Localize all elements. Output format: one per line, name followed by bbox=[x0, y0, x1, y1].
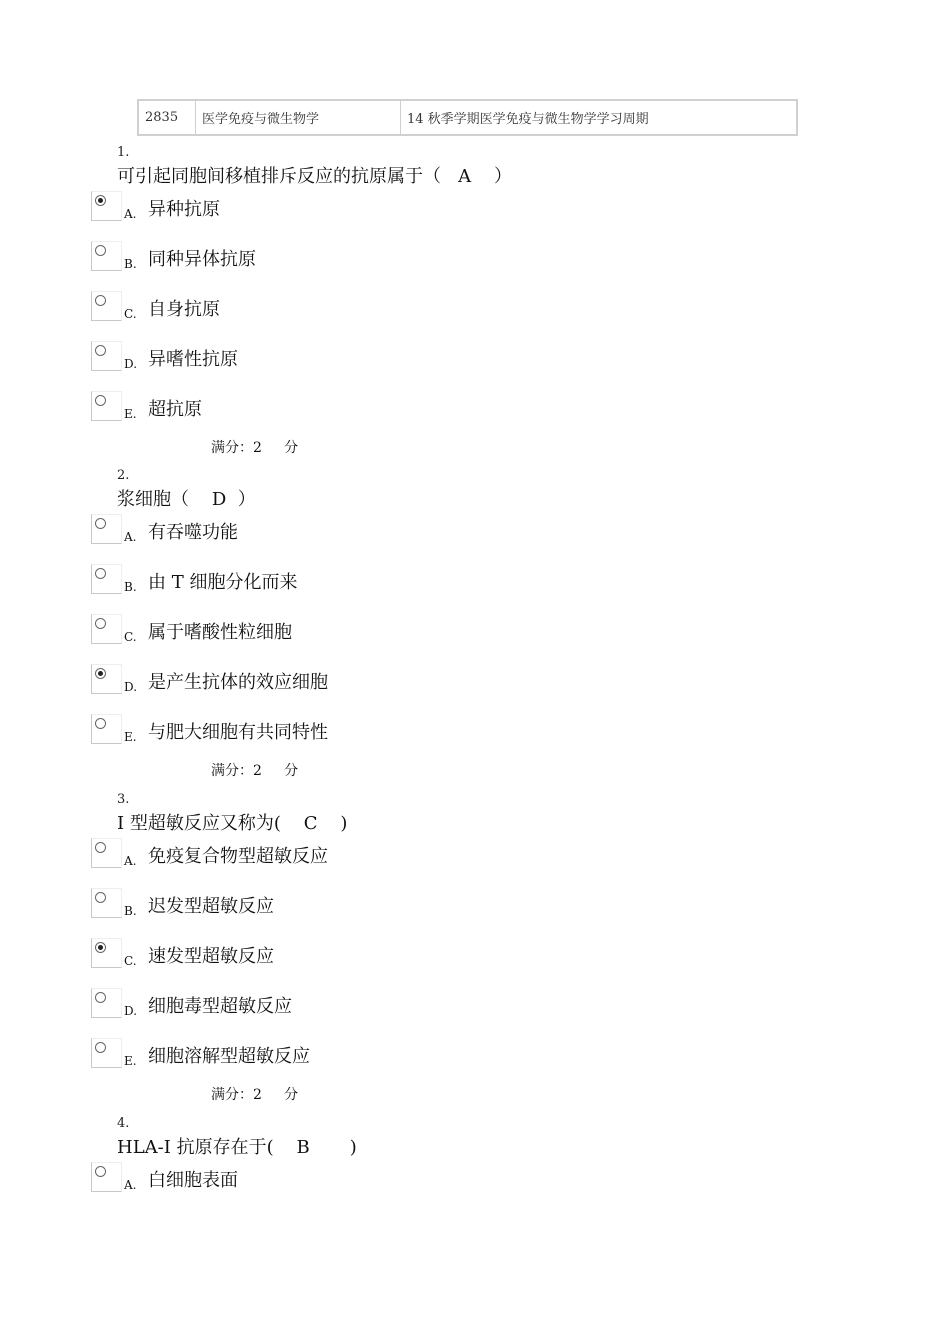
score-label: 满分：2 分 bbox=[211, 440, 299, 456]
radio-frame bbox=[91, 241, 122, 271]
question-text: 可引起同胞间移植排斥反应的抗原属于（ A ） bbox=[117, 166, 513, 187]
radio-unchecked-icon[interactable] bbox=[95, 245, 106, 256]
option-text: 速发型超敏反应 bbox=[148, 946, 274, 967]
option-text: 自身抗原 bbox=[148, 299, 220, 320]
answer-option[interactable] bbox=[91, 564, 691, 598]
answer-option[interactable] bbox=[91, 514, 691, 548]
radio-unchecked-icon[interactable] bbox=[95, 295, 106, 306]
option-letter: D. bbox=[124, 1004, 138, 1018]
radio-unchecked-icon[interactable] bbox=[95, 345, 106, 356]
answer-option[interactable] bbox=[91, 191, 691, 225]
radio-unchecked-icon[interactable] bbox=[95, 892, 106, 903]
option-letter: E. bbox=[124, 730, 137, 744]
radio-frame bbox=[91, 664, 122, 694]
radio-frame bbox=[91, 988, 122, 1018]
answer-option[interactable] bbox=[91, 241, 691, 275]
option-letter: B. bbox=[124, 904, 137, 918]
option-letter: A. bbox=[124, 530, 137, 544]
option-letter: D. bbox=[124, 680, 138, 694]
answer-option[interactable] bbox=[91, 391, 691, 425]
option-letter: B. bbox=[124, 580, 137, 594]
option-letter: B. bbox=[124, 257, 137, 271]
option-text: 超抗原 bbox=[148, 399, 202, 420]
answer-option[interactable] bbox=[91, 1038, 691, 1072]
option-letter: A. bbox=[124, 1178, 137, 1192]
option-text: 与肥大细胞有共同特性 bbox=[148, 722, 328, 743]
option-text: 是产生抗体的效应细胞 bbox=[148, 672, 328, 693]
score-label: 满分：2 分 bbox=[211, 1087, 299, 1103]
radio-frame bbox=[91, 888, 122, 918]
answer-option[interactable] bbox=[91, 888, 691, 922]
radio-checked-icon[interactable] bbox=[95, 942, 106, 953]
option-text: 异嗜性抗原 bbox=[148, 349, 238, 370]
question-number: 3. bbox=[117, 792, 130, 807]
option-text: 细胞溶解型超敏反应 bbox=[148, 1046, 310, 1067]
answer-option[interactable] bbox=[91, 938, 691, 972]
radio-frame bbox=[91, 514, 122, 544]
answer-option[interactable] bbox=[91, 614, 691, 648]
option-text: 迟发型超敏反应 bbox=[148, 896, 274, 917]
radio-unchecked-icon[interactable] bbox=[95, 618, 106, 629]
course-header-table bbox=[137, 99, 798, 136]
option-letter: D. bbox=[124, 357, 138, 371]
radio-unchecked-icon[interactable] bbox=[95, 718, 106, 729]
radio-frame bbox=[91, 714, 122, 744]
question-text: HLA-I 抗原存在于( B ) bbox=[117, 1137, 357, 1158]
radio-frame bbox=[91, 1162, 122, 1192]
answer-option[interactable] bbox=[91, 291, 691, 325]
option-text: 免疫复合物型超敏反应 bbox=[148, 846, 328, 867]
radio-frame bbox=[91, 838, 122, 868]
course-term: 14 秋季学期医学免疫与微生物学学习周期 bbox=[407, 112, 649, 127]
option-text: 属于嗜酸性粒细胞 bbox=[148, 622, 292, 643]
option-text: 异种抗原 bbox=[148, 199, 220, 220]
radio-frame bbox=[91, 564, 122, 594]
radio-frame bbox=[91, 391, 122, 421]
answer-option[interactable] bbox=[91, 988, 691, 1022]
option-letter: E. bbox=[124, 407, 137, 421]
radio-frame bbox=[91, 341, 122, 371]
course-code: 2835 bbox=[139, 101, 196, 134]
option-letter: C. bbox=[124, 307, 137, 321]
radio-frame bbox=[91, 1038, 122, 1068]
answer-option[interactable] bbox=[91, 838, 691, 872]
radio-frame bbox=[91, 291, 122, 321]
answer-option[interactable] bbox=[91, 714, 691, 748]
option-letter: C. bbox=[124, 954, 137, 968]
radio-unchecked-icon[interactable] bbox=[95, 842, 106, 853]
question-number: 1. bbox=[117, 145, 130, 160]
radio-checked-icon[interactable] bbox=[95, 195, 106, 206]
radio-checked-icon[interactable] bbox=[95, 668, 106, 679]
option-text: 有吞噬功能 bbox=[148, 522, 238, 543]
radio-frame bbox=[91, 614, 122, 644]
radio-unchecked-icon[interactable] bbox=[95, 1042, 106, 1053]
option-letter: A. bbox=[124, 207, 137, 221]
option-letter: E. bbox=[124, 1054, 137, 1068]
question-number: 2. bbox=[117, 468, 130, 483]
option-text: 由 T 细胞分化而来 bbox=[148, 572, 298, 593]
option-text: 白细胞表面 bbox=[148, 1170, 238, 1191]
course-name: 医学免疫与微生物学 bbox=[196, 101, 401, 134]
radio-frame bbox=[91, 938, 122, 968]
question-text: 浆细胞（ D ） bbox=[117, 489, 256, 510]
option-text: 同种异体抗原 bbox=[148, 249, 256, 270]
answer-option[interactable] bbox=[91, 341, 691, 375]
radio-unchecked-icon[interactable] bbox=[95, 395, 106, 406]
radio-unchecked-icon[interactable] bbox=[95, 568, 106, 579]
radio-unchecked-icon[interactable] bbox=[95, 992, 106, 1003]
radio-unchecked-icon[interactable] bbox=[95, 518, 106, 529]
option-text: 细胞毒型超敏反应 bbox=[148, 996, 292, 1017]
radio-unchecked-icon[interactable] bbox=[95, 1166, 106, 1177]
radio-frame bbox=[91, 191, 122, 221]
score-label: 满分：2 分 bbox=[211, 763, 299, 779]
question-number: 4. bbox=[117, 1116, 130, 1131]
option-letter: C. bbox=[124, 630, 137, 644]
question-text: I 型超敏反应又称为( C ) bbox=[117, 813, 348, 834]
answer-option[interactable] bbox=[91, 664, 691, 698]
answer-option[interactable] bbox=[91, 1162, 691, 1196]
option-letter: A. bbox=[124, 854, 137, 868]
